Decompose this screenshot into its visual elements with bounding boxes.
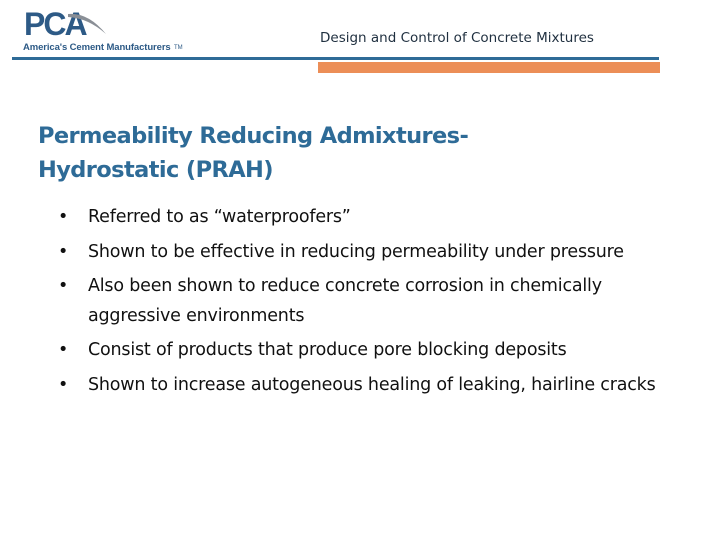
bullet-icon: • bbox=[58, 276, 69, 296]
bullet-list bbox=[52, 203, 672, 405]
bullet-text: Consist of products that produce pore blocking deposits bbox=[88, 340, 567, 360]
slide-title-line-2: Hydrostatic (PRAH) bbox=[38, 157, 273, 183]
bullet-text: Shown to increase autogeneous healing of leaking, hairline cracks bbox=[88, 374, 656, 395]
bullet-icon: • bbox=[58, 207, 69, 227]
bullet-item bbox=[52, 203, 672, 233]
bullet-text: Also been shown to reduce concrete corrosion in chemically aggressive environments bbox=[88, 276, 602, 326]
slide-title bbox=[38, 119, 698, 187]
document-title: Design and Control of Concrete Mixtures bbox=[320, 30, 594, 46]
header-rule-blue bbox=[12, 57, 659, 60]
pca-logo-mark bbox=[24, 6, 114, 40]
bullet-item bbox=[52, 336, 672, 366]
bullet-icon: • bbox=[58, 241, 69, 262]
bullet-item bbox=[52, 371, 672, 401]
trademark-mark: TM bbox=[174, 45, 183, 51]
bullet-item bbox=[52, 238, 672, 268]
bullet-icon: • bbox=[58, 340, 69, 360]
slide-title-line-1: Permeability Reducing Admixtures- bbox=[38, 123, 469, 149]
pca-logo-text: PCA bbox=[24, 6, 86, 40]
bullet-icon: • bbox=[58, 374, 69, 395]
bullet-item bbox=[52, 272, 672, 331]
bullet-text: Referred to as “waterproofers” bbox=[88, 207, 351, 227]
pca-logo bbox=[22, 6, 192, 56]
pca-logo-tagline: America's Cement Manufacturers bbox=[23, 42, 171, 53]
bullet-text: Shown to be effective in reducing permeability under pressure bbox=[88, 241, 624, 262]
header-accent-bar-orange bbox=[318, 62, 660, 73]
